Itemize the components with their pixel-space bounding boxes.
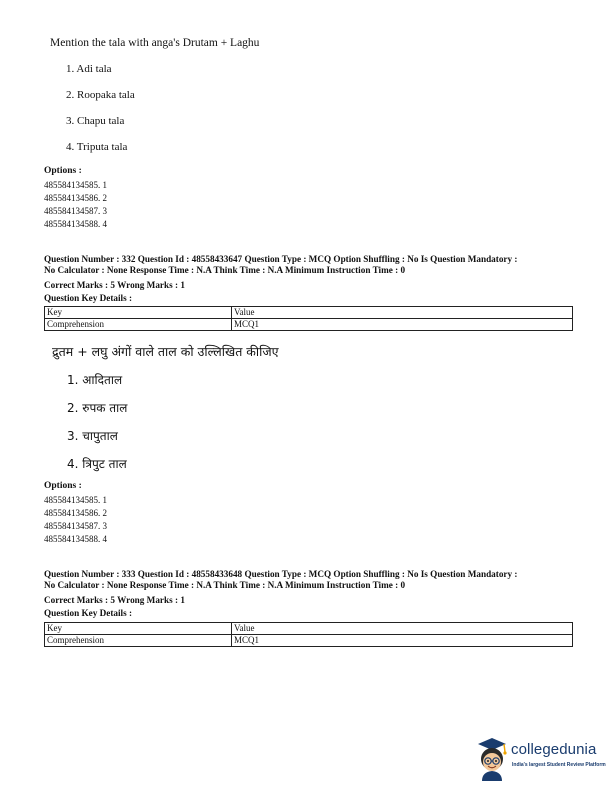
- option-3: 3. Chapu tala: [66, 115, 125, 127]
- logo-wordmark: collegedunia: [511, 741, 597, 758]
- table-header-key: Key: [45, 623, 232, 635]
- question-meta: [44, 569, 574, 590]
- table-header-key: Key: [45, 307, 232, 319]
- table-cell-value: MCQ1: [232, 319, 573, 331]
- key-details-heading: Question Key Details :: [44, 293, 133, 303]
- option-id: 485584134586. 2: [44, 508, 107, 518]
- option-3: 3. चापुताल: [67, 429, 118, 443]
- option-id: 485584134587. 3: [44, 206, 107, 216]
- table-row: [45, 623, 573, 635]
- logo-tagline: India's largest Student Review Platform: [512, 762, 606, 768]
- option-id: 485584134588. 4: [44, 219, 107, 229]
- question-meta-line: No Calculator : None Response Time : N.A Think Time : N.A Minimum Instruction Time : 0: [44, 579, 406, 590]
- question-meta: [44, 254, 574, 275]
- table-header-value: Value: [232, 307, 573, 319]
- table-header-value: Value: [232, 623, 573, 635]
- option-id: 485584134585. 1: [44, 495, 107, 505]
- question-text: Mention the tala with anga's Drutam + Laghu: [50, 37, 260, 49]
- table-cell-key: Comprehension: [45, 635, 232, 647]
- table-cell-value: MCQ1: [232, 635, 573, 647]
- option-2: 2. Roopaka tala: [66, 89, 135, 101]
- option-4: 4. Triputa tala: [66, 141, 128, 153]
- options-label: Options :: [44, 481, 82, 491]
- mascot-icon: [474, 735, 510, 781]
- question-meta-line: Question Number : 333 Question Id : 48558433648 Question Type : MCQ Option Shuffling : No Is Question Mandatory :: [44, 569, 518, 579]
- question-text-hindi: द्रुतम + लघु अंगों वाले ताल को उल्लिखित कीजिए: [52, 344, 279, 359]
- option-1: 1. Adi tala: [66, 63, 112, 75]
- marks-line: Correct Marks : 5 Wrong Marks : 1: [44, 280, 185, 290]
- marks-line: Correct Marks : 5 Wrong Marks : 1: [44, 595, 185, 605]
- option-id: 485584134587. 3: [44, 521, 107, 531]
- option-2: 2. रुपक ताल: [67, 401, 128, 415]
- options-label: Options :: [44, 166, 82, 176]
- question-meta-line: No Calculator : None Response Time : N.A Think Time : N.A Minimum Instruction Time : 0: [44, 264, 406, 275]
- key-table: [44, 622, 573, 647]
- table-row: [45, 635, 573, 647]
- collegedunia-logo: [474, 735, 606, 783]
- key-details-heading: Question Key Details :: [44, 608, 133, 618]
- question-meta-line: Question Number : 332 Question Id : 48558433647 Question Type : MCQ Option Shuffling : No Is Question Mandatory :: [44, 254, 518, 264]
- table-row: [45, 307, 573, 319]
- table-row: [45, 319, 573, 331]
- option-1: 1. आदिताल: [67, 373, 123, 387]
- option-id: 485584134586. 2: [44, 193, 107, 203]
- key-table: [44, 306, 573, 331]
- table-cell-key: Comprehension: [45, 319, 232, 331]
- option-4: 4. त्रिपुट ताल: [67, 457, 127, 471]
- option-id: 485584134585. 1: [44, 180, 107, 190]
- option-id: 485584134588. 4: [44, 534, 107, 544]
